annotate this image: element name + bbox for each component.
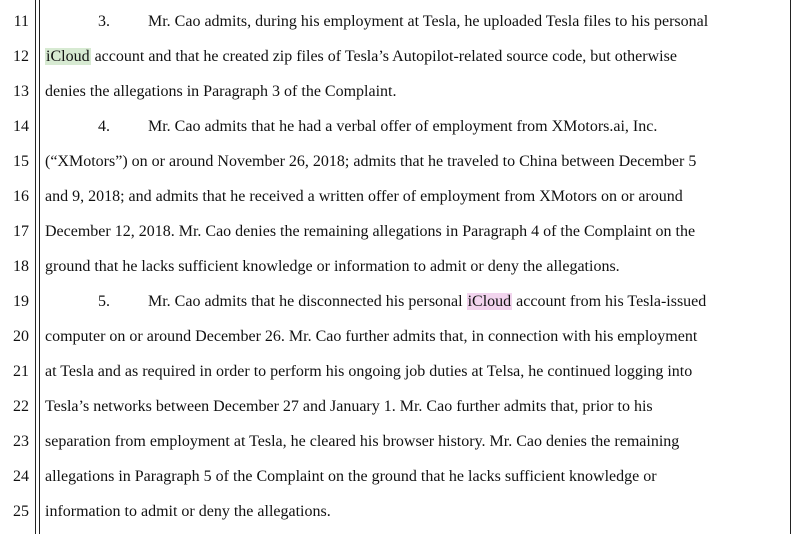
document-line xyxy=(0,320,790,355)
line-number: 18 xyxy=(13,258,29,275)
line-number: 13 xyxy=(13,83,29,100)
line-text xyxy=(98,12,708,32)
line-text: Tesla’s networks between December 27 and January 1. Mr. Cao further admits that, prior to his xyxy=(45,398,653,415)
highlighted-term-icloud: iCloud xyxy=(46,48,90,65)
line-number: 12 xyxy=(13,48,29,65)
line-text xyxy=(98,117,657,137)
line-number: 11 xyxy=(13,13,29,30)
line-number: 16 xyxy=(13,188,29,205)
line-number: 21 xyxy=(13,363,29,380)
line-text-content: account and that he created zip files of Tesla’s Autopilot-related source code, but otherwise xyxy=(90,48,677,65)
line-number: 25 xyxy=(13,503,29,520)
document-line xyxy=(0,460,790,495)
line-number: 24 xyxy=(13,468,29,485)
document-line xyxy=(0,145,790,180)
line-number: 22 xyxy=(13,398,29,415)
line-number: 14 xyxy=(13,118,29,135)
line-text-content: Mr. Cao admits that he had a verbal offer of employment from XMotors.ai, Inc. xyxy=(148,118,658,135)
line-text-content: Mr. Cao admits, during his employment at Tesla, he uploaded Tesla files to his personal xyxy=(148,13,709,30)
right-margin-rule xyxy=(790,0,791,534)
line-text: separation from employment at Tesla, he cleared his browser history. Mr. Cao denies the remaining xyxy=(45,433,680,450)
document-line xyxy=(0,495,790,530)
document-line xyxy=(0,40,790,75)
document-line xyxy=(0,75,790,110)
paragraph-number: 5. xyxy=(98,293,110,310)
line-text: information to admit or deny the allegations. xyxy=(45,503,331,520)
line-text: denies the allegations in Paragraph 3 of the Complaint. xyxy=(45,83,397,100)
document-line xyxy=(0,110,790,145)
paragraph-number: 4. xyxy=(98,118,110,135)
document-line xyxy=(0,390,790,425)
line-number: 17 xyxy=(13,223,29,240)
paragraph-number: 3. xyxy=(98,13,110,30)
document-line xyxy=(0,5,790,40)
document-line xyxy=(0,355,790,390)
line-number: 23 xyxy=(13,433,29,450)
line-number: 19 xyxy=(13,293,29,310)
line-text: computer on or around December 26. Mr. Cao further admits that, in connection with his employment xyxy=(45,328,698,345)
document-line xyxy=(0,285,790,320)
line-text: at Tesla and as required in order to perform his ongoing job duties at Telsa, he continued logging into xyxy=(45,363,693,380)
document-line xyxy=(0,425,790,460)
highlighted-term-icloud: iCloud xyxy=(467,293,512,310)
document-line xyxy=(0,215,790,250)
line-text: and 9, 2018; and admits that he received a written offer of employment from XMotors on or around xyxy=(45,188,683,205)
line-text xyxy=(98,292,706,312)
line-text-content: Mr. Cao admits that he disconnected his personal xyxy=(148,293,467,310)
line-text: (“XMotors”) on or around November 26, 2018; admits that he traveled to China between December 5 xyxy=(45,153,697,170)
document-line xyxy=(0,250,790,285)
line-text: allegations in Paragraph 5 of the Complaint on the ground that he lacks sufficient knowledge or xyxy=(45,468,657,485)
line-number: 15 xyxy=(13,153,29,170)
line-text: December 12, 2018. Mr. Cao denies the remaining allegations in Paragraph 4 of the Complaint on the xyxy=(45,223,696,240)
line-text-content-after: account from his Tesla-issued xyxy=(512,293,707,310)
document-line xyxy=(0,180,790,215)
line-text: ground that he lacks sufficient knowledge or information to admit or deny the allegations. xyxy=(45,258,620,275)
line-number: 20 xyxy=(13,328,29,345)
line-text xyxy=(45,47,677,67)
